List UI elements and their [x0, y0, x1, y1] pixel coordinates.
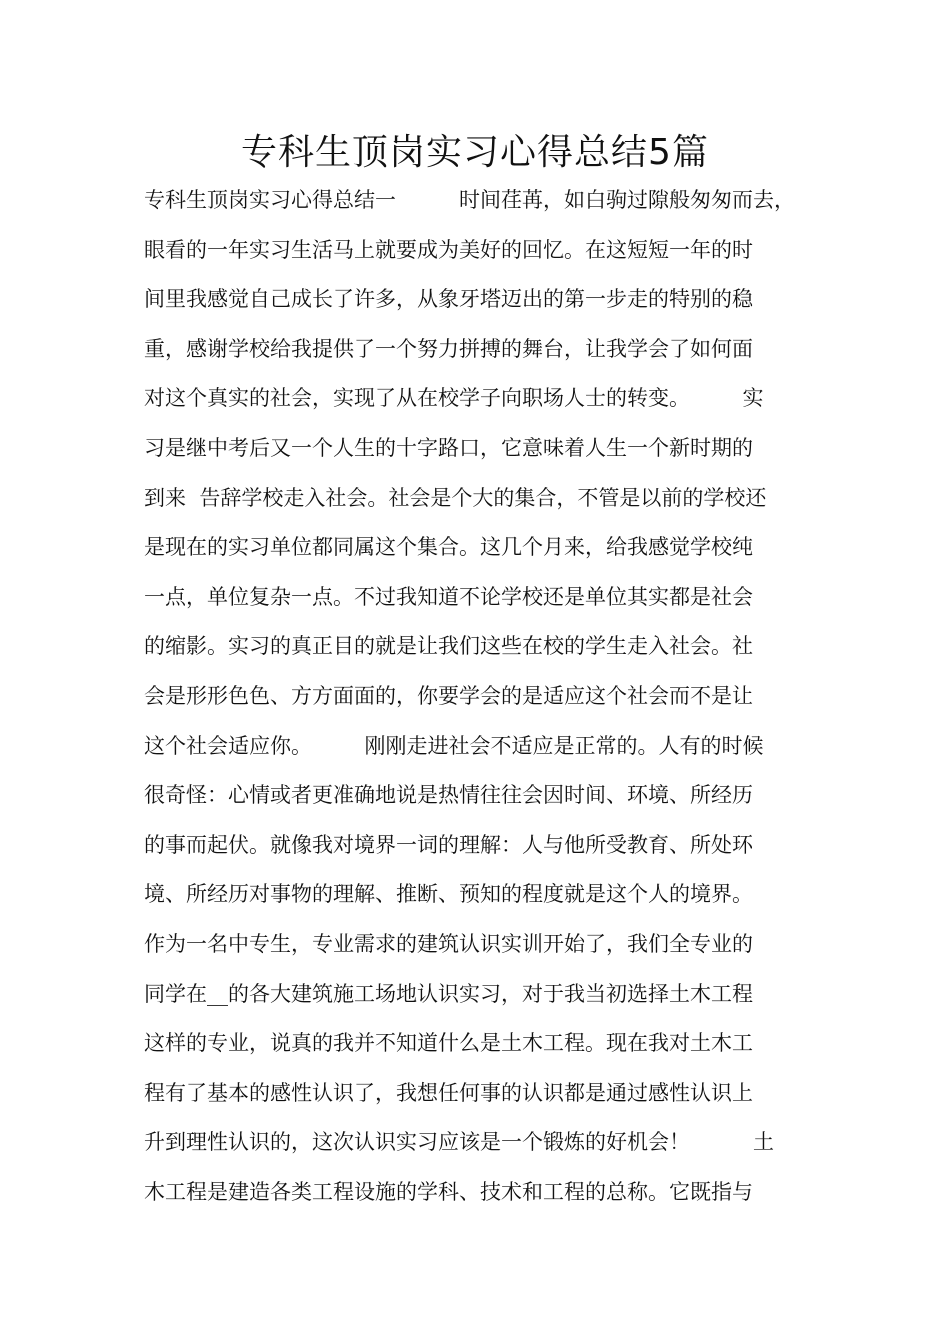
body-line: 重，感谢学校给我提供了一个努力拼搏的舞台，让我学会了如何面 [144, 336, 753, 361]
body-line: 对这个真实的社会，实现了从在校学子向职场人士的转变。 实 [144, 386, 764, 411]
body-line: 程有了基本的感性认识了，我想任何事的认识都是通过感性认识上 [144, 1080, 753, 1105]
body-line: 到来 告辞学校走入社会。社会是个大的集合，不管是以前的学校还 [144, 485, 767, 510]
body-line: 升到理性认识的，这次认识实习应该是一个锻炼的好机会！ 土 [144, 1130, 774, 1155]
body-line: 眼看的一年实习生活马上就要成为美好的回忆。在这短短一年的时 [144, 237, 753, 262]
body-line: 木工程是建造各类工程设施的学科、技术和工程的总称。它既指与 [144, 1179, 753, 1204]
body-line: 这个社会适应你。 刚刚走进社会不适应是正常的。人有的时候 [144, 733, 764, 758]
body-line: 很奇怪：心情或者更准确地说是热情往往会因时间、环境、所经历 [144, 783, 753, 808]
body-line: 会是形形色色、方方面面的，你要学会的是适应这个社会而不是让 [144, 683, 753, 708]
body-line: 的缩影。实习的真正目的就是让我们这些在校的学生走入社会。社 [144, 634, 753, 659]
body-line: 间里我感觉自己成长了许多，从象牙塔迈出的第一步走的特别的稳 [144, 287, 753, 312]
body-line: 专科生顶岗实习心得总结一 时间荏苒，如白驹过隙般匆匆而去， [144, 188, 795, 212]
body-line: 一点，单位复杂一点。不过我知道不论学校还是单位其实都是社会 [144, 584, 753, 609]
body-line: 作为一名中专生，专业需求的建筑认识实训开始了，我们全专业的 [144, 931, 753, 956]
document-body [144, 176, 834, 1217]
body-line: 习是继中考后又一个人生的十字路口，它意味着人生一个新时期的 [144, 435, 753, 460]
body-line: 是现在的实习单位都同属这个集合。这几个月来，给我感觉学校纯 [144, 535, 753, 560]
body-line: 的事而起伏。就像我对境界一词的理解：人与他所受教育、所处环 [144, 832, 753, 857]
document-title: 专科生顶岗实习心得总结5篇 [241, 132, 709, 173]
body-line: 这样的专业，说真的我并不知道什么是土木工程。现在我对土木工 [144, 1031, 753, 1056]
body-line: 同学在__的各大建筑施工场地认识实习，对于我当初选择土木工程 [144, 981, 753, 1006]
body-line: 境、所经历对事物的理解、推断、预知的程度就是这个人的境界。 [144, 882, 753, 907]
